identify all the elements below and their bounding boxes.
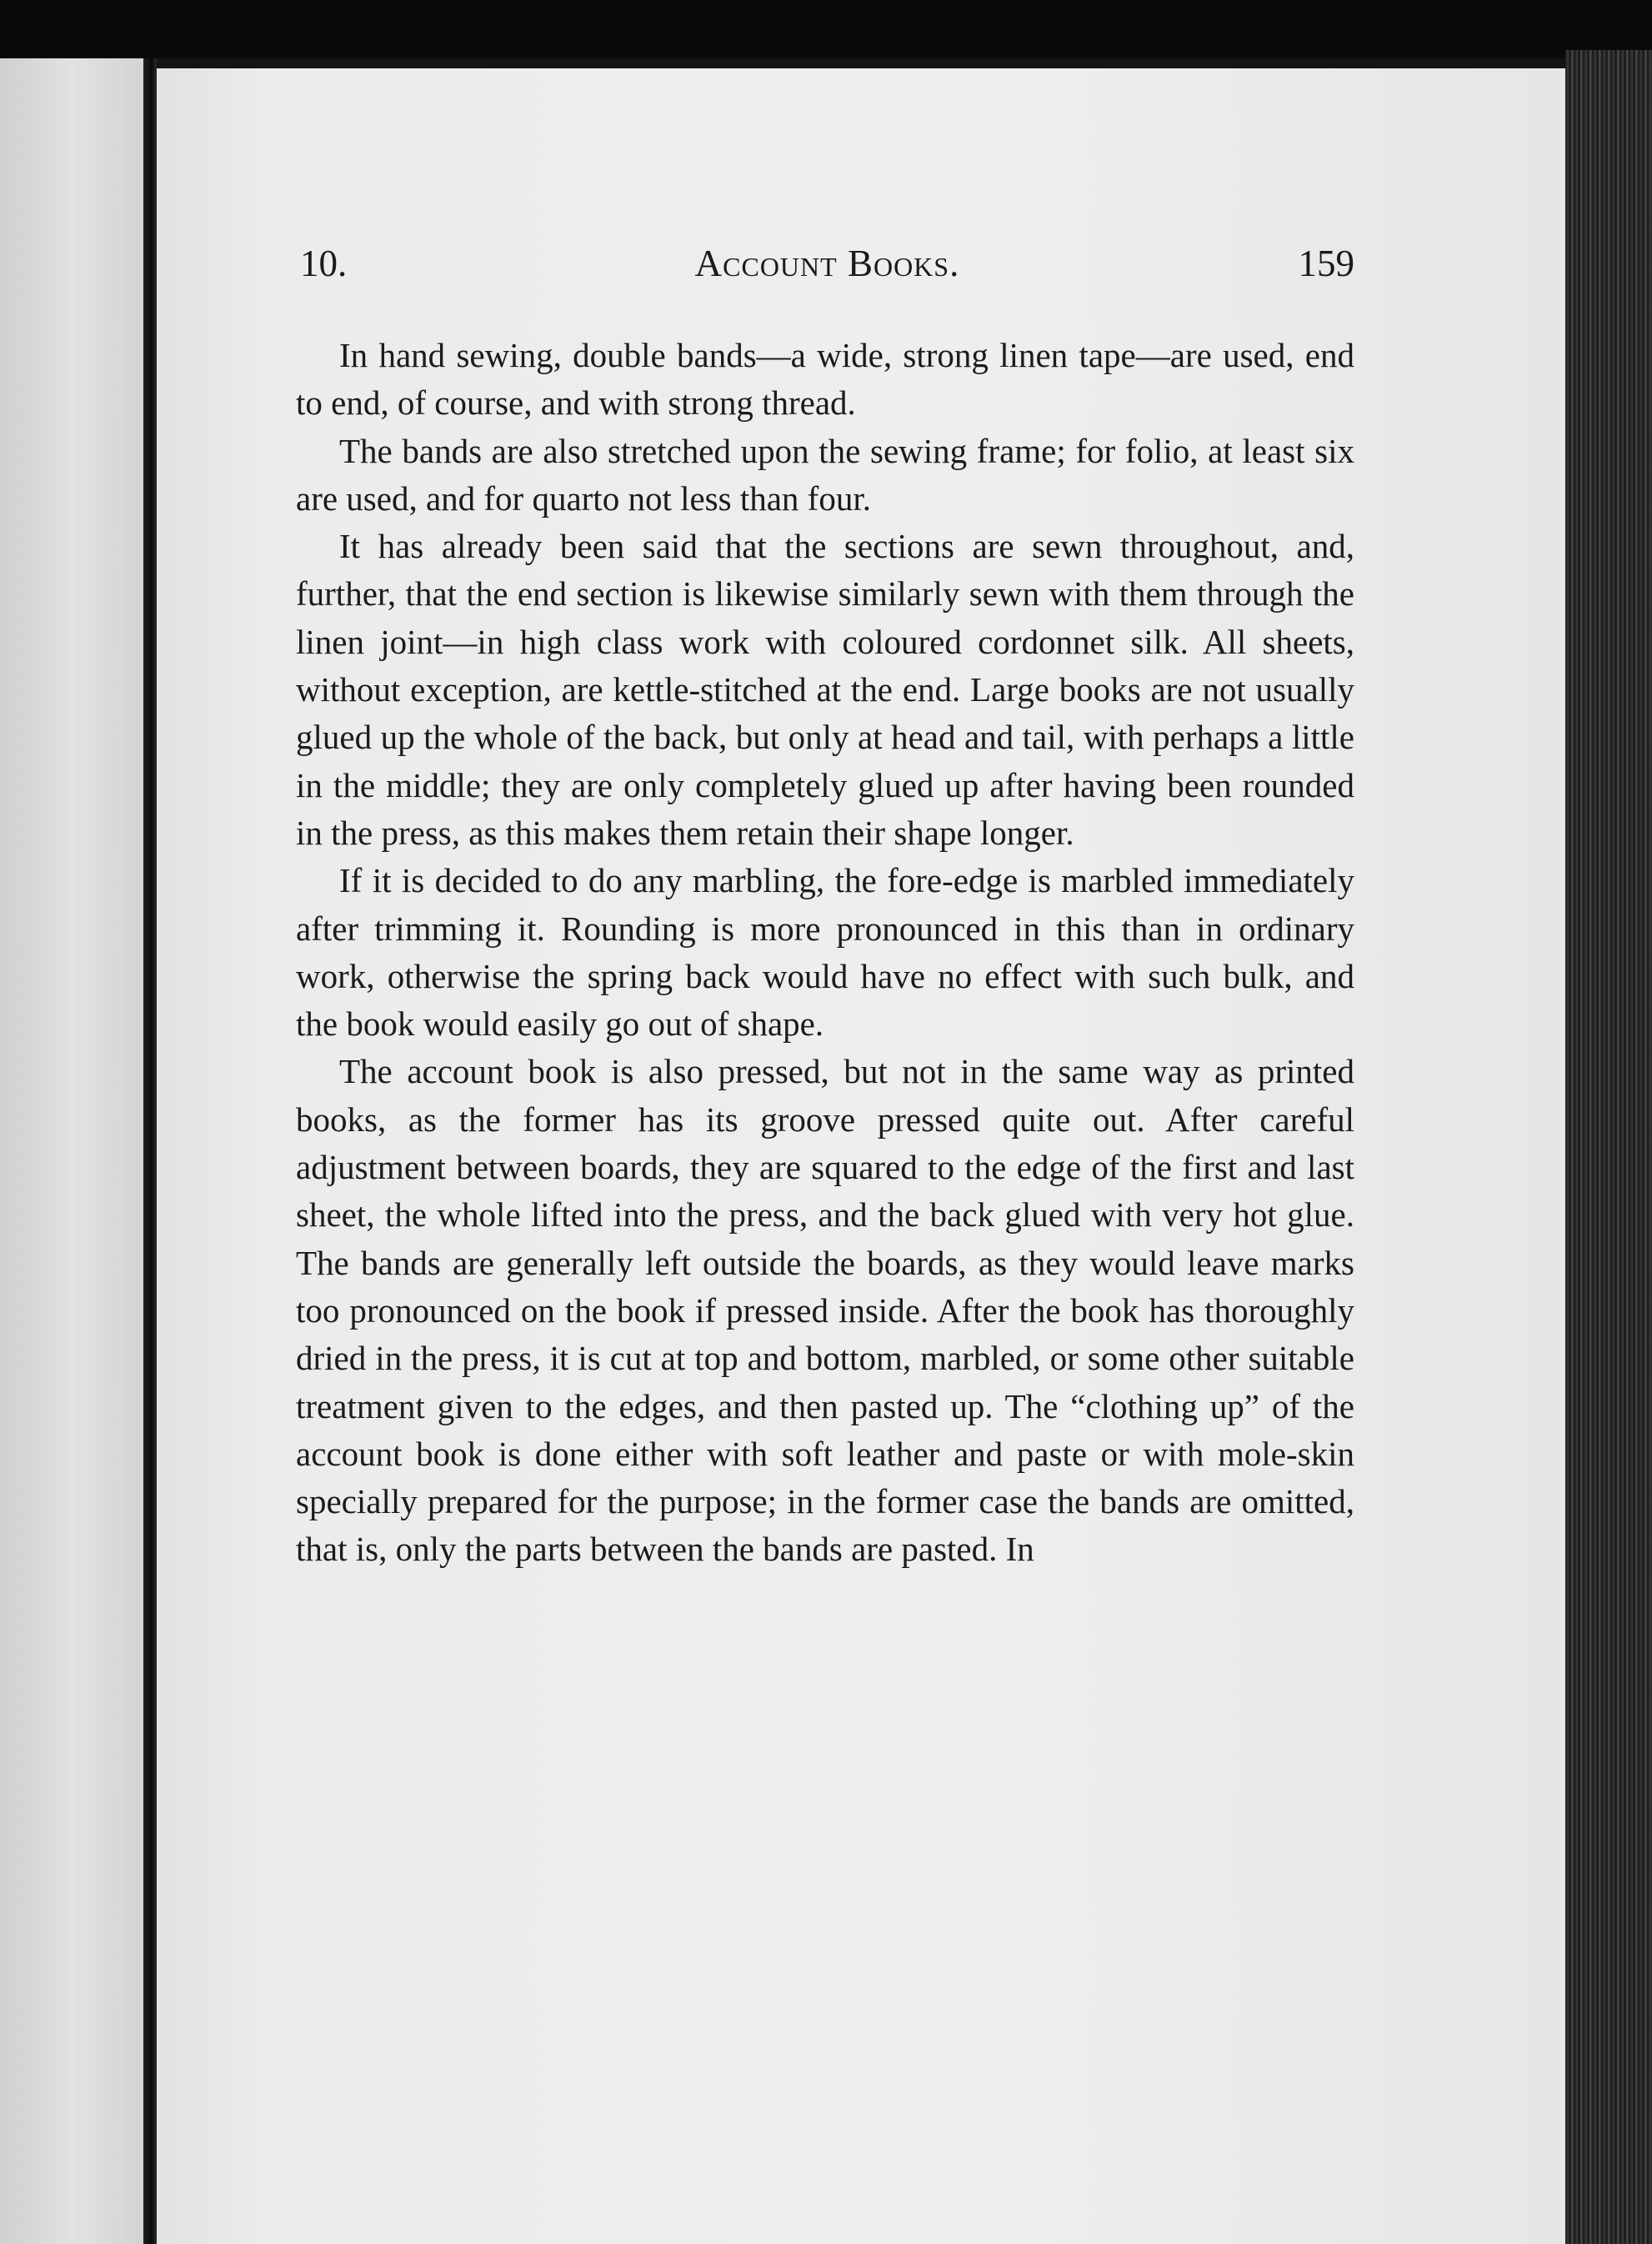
page-number: 159 <box>1298 243 1354 284</box>
page-stack-edges <box>1565 50 1652 2244</box>
paragraph: The account book is also pressed, but not in the same way as printed books, as the former has its groove pressed quite out. After careful adjustment between boards, they are squared to the edge of the first and last sheet, the whole lifted into the press, and the back glued with very hot glue. The bands are generally left outside the boards, as they would leave marks too pronounced on the book if pressed inside. After the book has thoroughly dried in the press, it is cut at top and bottom, marbled, or some other suitable treatment given to the edges, and then pasted up. The “clothing up” of the account book is done either with soft leather and paste or with mole-skin specially prepared for the purpose; in the former case the bands are omitted, that is, only the parts between the bands are pasted. In <box>296 1052 1354 1569</box>
running-head <box>300 242 1354 300</box>
paragraph: It has already been said that the sections are sewn throughout, and, further, that the end section is likewise similarly sewn with them through the linen joint—in high class work with coloured cordonnet silk. All sheets, without exception, are kettle-stitched at the end. Large books are not usually glued up the whole of the back, but only at head and tail, with perhaps a little in the middle; they are only completely glued up after having been rounded in the press, as this makes them retain their shape longer. <box>296 527 1354 852</box>
facing-page-edge <box>0 58 143 2244</box>
paragraph: If it is decided to do any marbling, the fore-edge is marbled immediately after trimming it. Rounding is more pronounced in this than in ordinary work, otherwise the spring back would have no effect with such bulk, and the book would easily go out of shape. <box>296 861 1354 1044</box>
body-text <box>296 332 1354 1574</box>
paragraph: In hand sewing, double bands—a wide, strong linen tape—are used, end to end, of course, and with strong thread. <box>296 336 1354 423</box>
running-title: Account Books. <box>694 243 960 284</box>
book-gutter <box>143 58 157 2244</box>
chapter-number: 10. <box>300 243 348 284</box>
scan-top-border <box>0 0 1652 58</box>
paragraph: The bands are also stretched upon the sewing frame; for folio, at least six are used, and for quarto not less than four. <box>296 431 1354 518</box>
